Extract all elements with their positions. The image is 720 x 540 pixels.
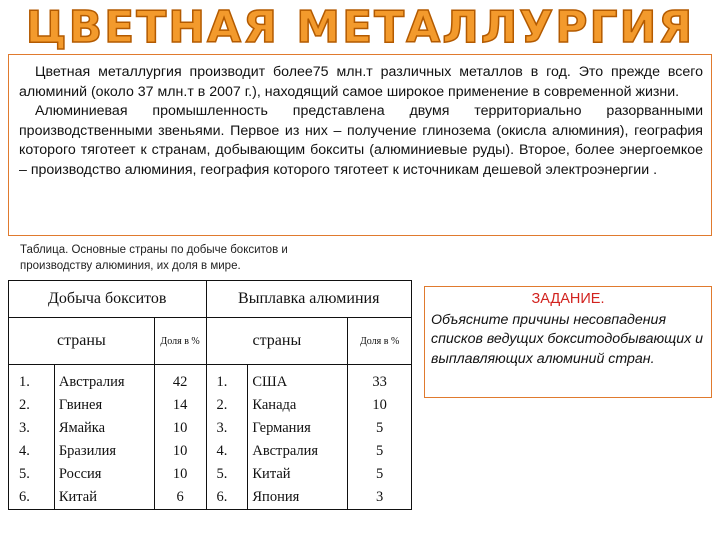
- production-table: [8, 280, 412, 510]
- bauxite-rank-list: 1. 2. 3. 4. 5. 6.: [9, 365, 55, 510]
- task-text: Объясните причины несовпадения списков ведущих бокситодобывающих и выплавляющих алюминий стран.: [431, 311, 704, 367]
- slide-title-wrap: [0, 2, 720, 53]
- aluminum-countries-header: страны: [206, 318, 348, 365]
- bauxite-share-list: 42 14 10 10 10 6: [154, 365, 206, 510]
- aluminum-share-header: Доля в %: [348, 318, 412, 365]
- task-box: [424, 286, 712, 398]
- bauxite-country-list: Австралия Гвинея Ямайка Бразилия Россия Китай: [54, 365, 154, 510]
- task-title: ЗАДАНИЕ.: [531, 291, 605, 307]
- bauxite-countries-header: страны: [9, 318, 155, 365]
- slide-title: ЦВЕТНАЯ МЕТАЛЛУРГИЯ: [25, 2, 695, 53]
- bauxite-share-header: Доля в %: [154, 318, 206, 365]
- intro-paragraph-2: Алюминиевая промышленность представлена двумя территориально разорванными производственными звеньями. Первое из них – получение глинозема (окисла алюминия), география которого тяготеет к странам, добывающим бокситы (алюминиевые руды). Второе, более энергоемкое – производство алюминия, география которого тяготеет к источникам дешевой электроэнергии .: [19, 103, 703, 178]
- bauxite-header: Добыча бокситов: [9, 281, 207, 318]
- aluminum-rank-list: 1. 2. 3. 4. 5. 6.: [206, 365, 248, 510]
- aluminum-country-list: США Канада Германия Австралия Китай Япония: [248, 365, 348, 510]
- aluminum-header: Выплавка алюминия: [206, 281, 411, 318]
- intro-text-box: [8, 54, 712, 236]
- aluminum-share-list: 33 10 5 5 5 3: [348, 365, 412, 510]
- table-caption: Таблица. Основные страны по добыче бокситов и производству алюминия, их доля в мире.: [20, 244, 288, 272]
- intro-paragraph-1: Цветная металлургия производит более75 млн.т различных металлов в год. Это прежде всего алюминий (около 37 млн.т в 2007 г.), находящий самое широкое применение в современной жизни.: [19, 64, 703, 100]
